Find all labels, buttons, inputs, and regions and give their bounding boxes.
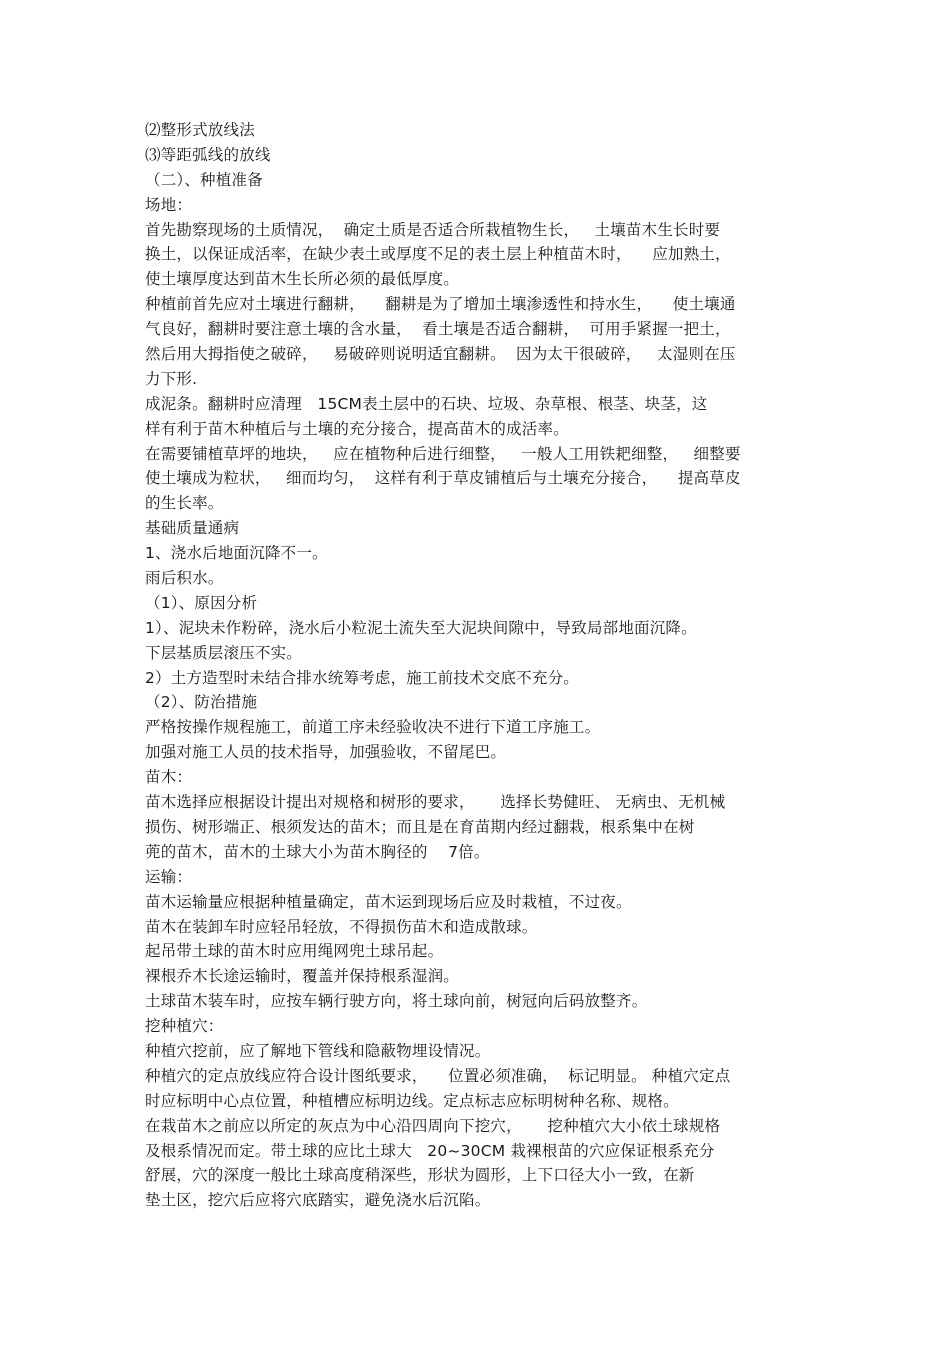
text-line: 使土壤成为粒状， 细而均匀， 这样有利于草皮铺植后与土壤充分接合， 提高草皮 — [145, 469, 741, 488]
text-line: （1）、原因分析 — [145, 593, 258, 612]
text-line: 场地： — [145, 195, 193, 214]
text-line: 舒展，穴的深度一般比土球高度稍深些，形状为圆形，上下口径大小一致，在新 — [145, 1166, 695, 1185]
text-line: 气良好，翻耕时要注意土壤的含水量， 看土壤是否适合翻耕， 可用手紧握一把土， — [145, 320, 731, 339]
text-line: 损伤、树形端正、根须发达的苗木；而且是在育苗期内经过翻栽，根系集中在树 — [145, 817, 695, 836]
text-line: 2）土方造型时未结合排水统筹考虑，施工前技术交底不充分。 — [145, 668, 579, 687]
text-line: 起吊带土球的苗木时应用绳网兜土球吊起。 — [145, 942, 444, 961]
text-line: 裸根乔木长途运输时，覆盖并保持根系湿润。 — [145, 967, 460, 986]
text-line: 苗木在装卸车时应轻吊轻放，不得损伤苗木和造成散球。 — [145, 917, 538, 936]
text-line: ⑶等距弧线的放线 — [145, 145, 271, 164]
text-line: 样有利于苗木种植后与土壤的充分接合，提高苗木的成活率。 — [145, 419, 569, 438]
text-line: 力下形. — [145, 369, 198, 388]
text-line: 使土壤厚度达到苗木生长所必须的最低厚度。 — [145, 270, 460, 289]
text-line: ⑵整形式放线法 — [145, 121, 255, 139]
text-line: 挖种植穴： — [145, 1017, 224, 1036]
text-line: 然后用大拇指使之破碎， 易破碎则说明适宜翻耕。 因为太干很破碎， 太湿则在压 — [145, 345, 736, 364]
text-line: 严格按操作规程施工，前道工序未经验收决不进行下道工序施工。 — [145, 718, 601, 737]
text-line: 土球苗木装车时，应按车辆行驶方向，将土球向前，树冠向后码放整齐。 — [145, 992, 648, 1011]
text-line: （2）、防治措施 — [145, 693, 258, 712]
text-line: 时应标明中心点位置，种植槽应标明边线。定点标志应标明树种名称、规格。 — [145, 1091, 679, 1110]
text-line: 雨后积水。 — [145, 569, 224, 588]
text-line: 1、浇水后地面沉降不一。 — [145, 544, 328, 563]
text-line: 运输： — [145, 867, 193, 886]
text-line: 换土，以保证成活率，在缺少表土或厚度不足的表土层上种植苗木时， 应加熟土， — [145, 245, 731, 264]
text-line: 基础质量通病 — [145, 519, 240, 538]
text-line: 蔸的苗木，苗木的土球大小为苗木胸径的 7倍。 — [145, 842, 490, 861]
text-line: 成泥条。翻耕时应清理 15CM表土层中的石块、垃圾、杂草根、根茎、块茎，这 — [145, 394, 708, 413]
text-line: 1）、泥块未作粉碎，浇水后小粒泥土流失至大泥块间隙中，导致局部地面沉降。 — [145, 618, 697, 637]
text-line: （二）、种植准备 — [145, 170, 263, 189]
text-line: 的生长率。 — [145, 494, 224, 513]
text-line: 下层基质层滚压不实。 — [145, 643, 303, 662]
text-line: 首先勘察现场的土质情况， 确定土质是否适合所栽植物生长， 土壤苗木生长时要 — [145, 220, 721, 239]
text-line: 在栽苗木之前应以所定的灰点为中心沿四周向下挖穴， 挖种植穴大小依土球规格 — [145, 1116, 721, 1135]
text-line: 种植穴挖前，应了解地下管线和隐蔽物埋设情况。 — [145, 1041, 491, 1060]
text-line: 苗木选择应根据设计提出对规格和树形的要求， 选择长势健旺、 无病虫、无机械 — [145, 793, 726, 812]
text-line: 加强对施工人员的技术指导，加强验收，不留尾巴。 — [145, 743, 507, 762]
text-line: 种植穴的定点放线应符合设计图纸要求， 位置必须准确， 标记明显。 种植穴定点 — [145, 1066, 731, 1085]
text-line: 及根系情况而定。带土球的应比土球大 20~30CM 栽裸根苗的穴应保证根系充分 — [145, 1141, 715, 1160]
text-line: 在需要铺植草坪的地块， 应在植物种后进行细整， 一般人工用铁耙细整， 细整要 — [145, 444, 741, 463]
text-line: 苗木： — [145, 768, 193, 787]
document-body — [145, 118, 815, 1213]
text-line: 垫土区，挖穴后应将穴底踏实，避免浇水后沉陷。 — [145, 1191, 491, 1210]
text-line: 种植前首先应对土壤进行翻耕， 翻耕是为了增加土壤渗透性和持水生， 使土壤通 — [145, 295, 736, 314]
text-line: 苗木运输量应根据种植量确定，苗木运到现场后应及时栽植，不过夜。 — [145, 892, 632, 911]
